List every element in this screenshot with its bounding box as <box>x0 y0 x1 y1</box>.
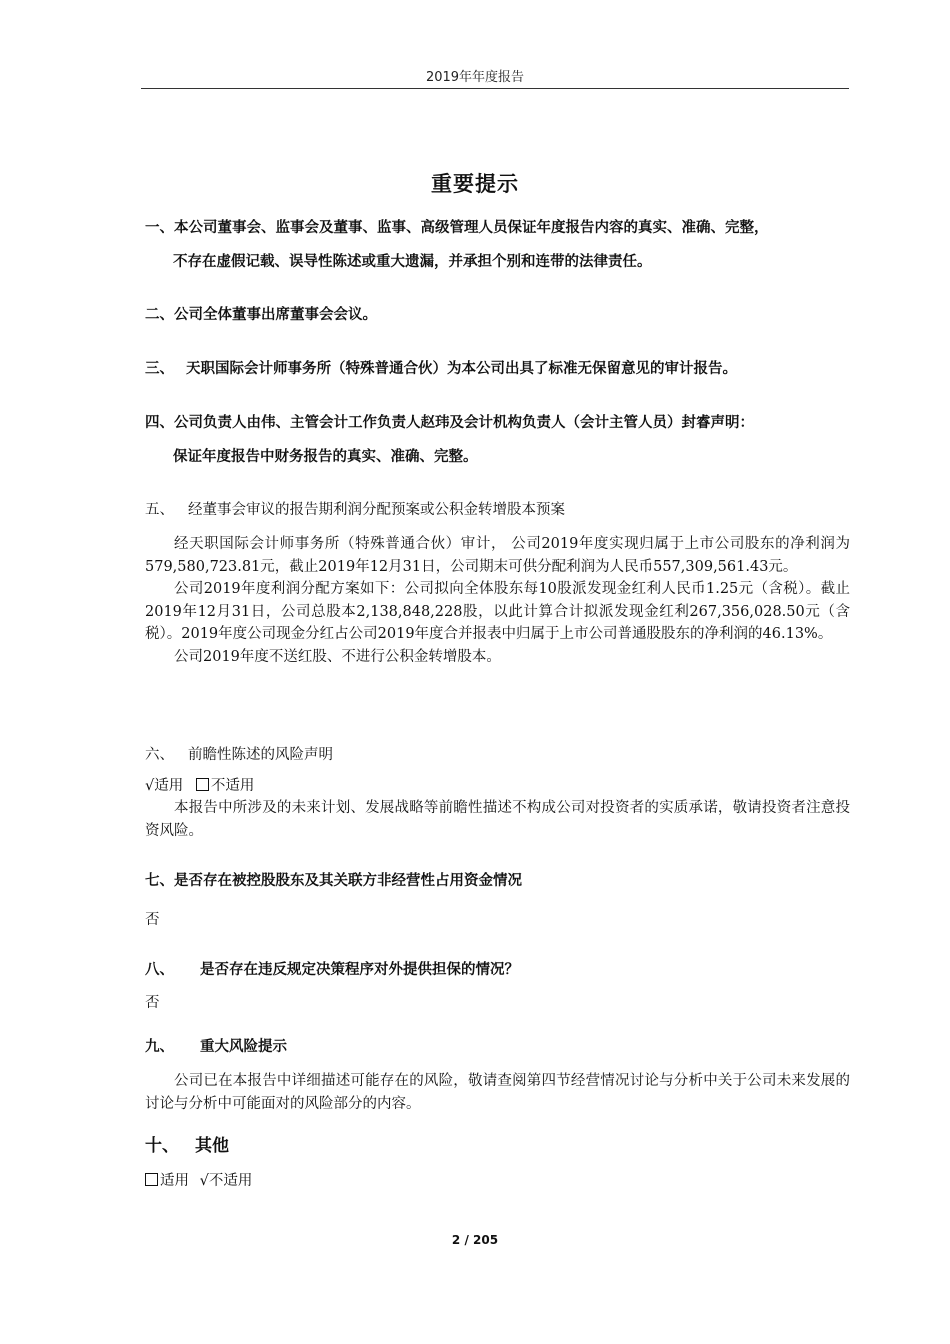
check-mark-icon: √ <box>199 1173 209 1189</box>
section-8-heading <box>145 959 850 981</box>
checkbox-empty-icon <box>145 1173 158 1186</box>
section-9-heading <box>145 1036 850 1058</box>
option-applicable: 适用 <box>160 1173 189 1189</box>
section-4 <box>145 412 850 434</box>
section-10-heading <box>145 1134 850 1158</box>
section-5-para-3: 公司2019年度不送红股、不进行公积金转增股本。 <box>174 648 501 665</box>
section-5-label: 五、 <box>145 502 174 518</box>
section-7-heading <box>145 870 850 892</box>
section-7-answer: 否 <box>145 912 160 928</box>
section-7-label: 七、 <box>145 873 174 889</box>
section-6-heading-text: 前瞻性陈述的风险声明 <box>188 747 333 763</box>
section-6-body <box>145 797 850 842</box>
section-5-heading <box>145 499 850 521</box>
section-5-para-2: 公司2019年度利润分配方案如下：公司拟向全体股东每10股派发现金红利人民币1.25元（含税）。截止2019年12月31日，公司总股本2,138,848,228股，以此计算合计拟派发现金红利267,356,028.50元（含税）。2019年度公司现金分红占公司2019年度合并报表中归属于上市公司普通股股东的净利润的46.13%。 <box>145 581 850 642</box>
check-mark-icon: √ <box>145 778 155 794</box>
section-2-text: 公司全体董事出席董事会会议。 <box>174 307 377 323</box>
section-8-answer: 否 <box>145 995 160 1011</box>
option-applicable: 适用 <box>154 778 184 794</box>
section-4-text-line1: 公司负责人由伟、主管会计工作负责人赵玮及会计机构负责人（会计主管人员）封睿声明： <box>174 415 754 431</box>
section-5-heading-text: 经董事会审议的报告期利润分配预案或公积金转增股本预案 <box>188 502 565 518</box>
section-4-text-line2: 保证年度报告中财务报告的真实、准确、完整。 <box>173 449 478 465</box>
section-10-label: 十、 <box>145 1136 179 1156</box>
option-not-applicable: 不适用 <box>210 778 255 794</box>
section-3-text: 天职国际会计师事务所（特殊普通合伙）为本公司出具了标准无保留意见的审计报告。 <box>186 361 737 377</box>
option-not-applicable: 不适用 <box>208 1173 253 1189</box>
section-7-heading-text: 是否存在被控股股东及其关联方非经营性占用资金情况 <box>174 873 522 889</box>
section-3-label: 三、 <box>145 361 174 377</box>
section-9-heading-text: 重大风险提示 <box>200 1039 287 1055</box>
section-10-heading-text: 其他 <box>195 1136 229 1156</box>
section-1-text-line2: 不存在虚假记载、误导性陈述或重大遗漏，并承担个别和连带的法律责任。 <box>173 254 652 270</box>
page-header: 2019年年度报告 <box>425 70 525 85</box>
page-number: 2 / 205 <box>451 1233 499 1247</box>
section-10-applicability <box>145 1170 850 1192</box>
section-4-continued <box>145 446 878 468</box>
section-8-label: 八、 <box>145 962 174 978</box>
section-5-body <box>145 533 850 668</box>
header-divider <box>141 88 849 89</box>
section-1-text-line1: 本公司董事会、监事会及董事、监事、高级管理人员保证年度报告内容的真实、准确、完整， <box>174 220 769 236</box>
section-1-continued <box>145 251 878 273</box>
section-6-applicability <box>145 775 850 797</box>
section-8-heading-text: 是否存在违反规定决策程序对外提供担保的情况？ <box>200 962 519 978</box>
page-title: 重要提示 <box>431 172 519 196</box>
section-6-label: 六、 <box>145 747 174 763</box>
section-1-label: 一、 <box>145 220 174 236</box>
checkbox-empty-icon <box>196 778 209 791</box>
section-6-heading <box>145 744 850 766</box>
section-5-para-1: 经天职国际会计师事务所（特殊普通合伙）审计， 公司2019年度实现归属于上市公司股东的净利润为579,580,723.81元，截止2019年12月31日，公司期末可供分配利润为人民币557,309,561.43元。 <box>145 536 850 575</box>
section-3 <box>145 358 850 380</box>
section-9-label: 九、 <box>145 1039 174 1055</box>
section-2 <box>145 304 850 326</box>
section-9-para: 公司已在本报告中详细描述可能存在的风险，敬请查阅第四节经营情况讨论与分析中关于公司未来发展的讨论与分析中可能面对的风险部分的内容。 <box>145 1073 850 1112</box>
section-6-para: 本报告中所涉及的未来计划、发展战略等前瞻性描述不构成公司对投资者的实质承诺，敬请投资者注意投资风险。 <box>145 800 850 839</box>
section-2-label: 二、 <box>145 307 174 323</box>
section-9-body <box>145 1070 850 1115</box>
section-4-label: 四、 <box>145 415 174 431</box>
section-1 <box>145 217 850 239</box>
